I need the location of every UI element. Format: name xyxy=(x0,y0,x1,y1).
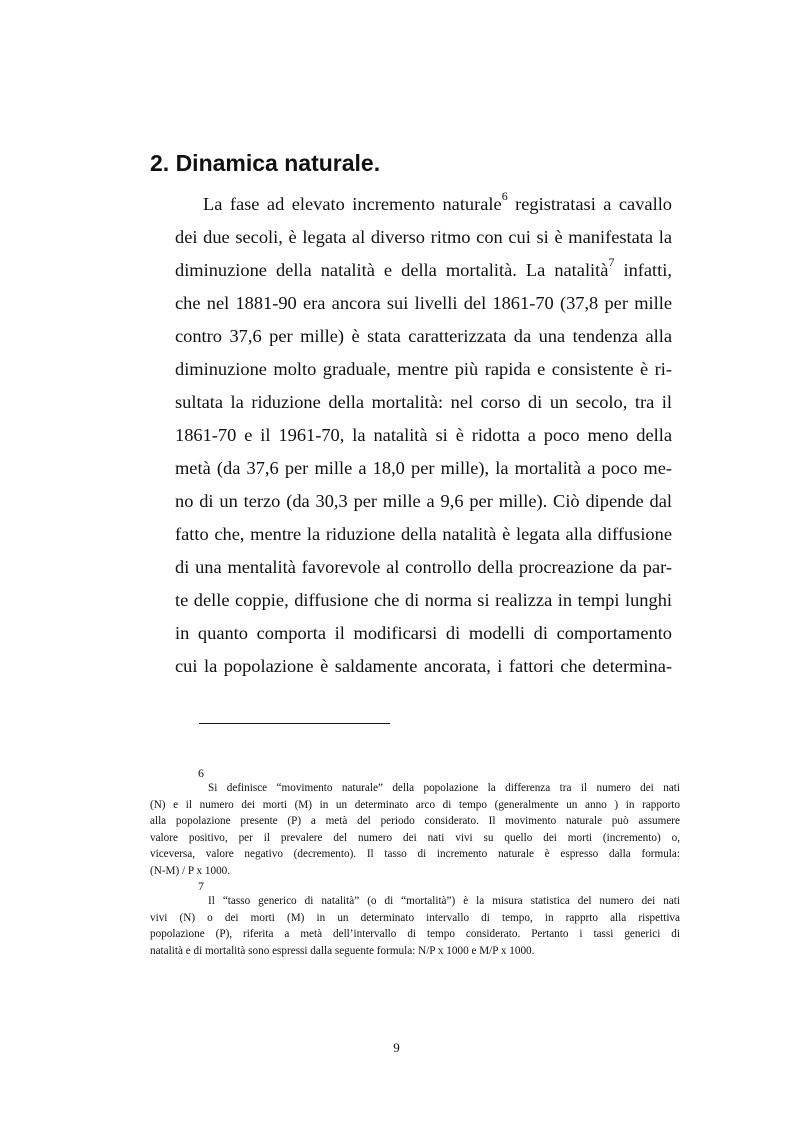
paragraph-line: sultata la riduzione della mortalità: nel corso di un secolo, tra il xyxy=(175,392,672,412)
paragraph-line xyxy=(175,188,672,221)
page-number: 9 xyxy=(393,1040,400,1055)
paragraph-line: fatto che, mentre la riduzione della natalità è legata alla diffusione xyxy=(175,524,672,544)
paragraph-line xyxy=(175,254,672,287)
paragraph-line: in quanto comporta il modificarsi di modelli di comportamento xyxy=(175,623,672,643)
footnote-6 xyxy=(150,766,680,879)
line-text: registratasi a cavallo xyxy=(507,194,672,214)
footnote-ref-7[interactable]: 7 xyxy=(608,254,615,269)
footnote-line: popolazione (P), riferita a metà dell’intervallo di tempo considerato. Pertanto i tassi generici di xyxy=(150,928,680,940)
paragraph-line: dei due secoli, è legata al diverso ritmo con cui si è manifestata la xyxy=(175,227,672,247)
paragraph-line: contro 37,6 per mille) è stata caratterizzata da una tendenza alla xyxy=(175,326,672,346)
paragraph-line: 1861-70 e il 1961-70, la natalità si è ridotta a poco meno della xyxy=(175,425,672,445)
paragraph-line: cui la popolazione è saldamente ancorata, i fattori che determina- xyxy=(175,656,672,676)
line-text: diminuzione della natalità e della mortalità. La natalità xyxy=(175,260,609,280)
footnote-separator xyxy=(199,723,390,724)
paragraph-line: diminuzione molto graduale, mentre più rapida e consistente è ri- xyxy=(175,359,672,379)
footnote-line: valore positivo, per il prevalere del numero dei nati vivi su quello dei morti (incremento) o, xyxy=(150,831,680,844)
paragraph-line: che nel 1881-90 era ancora sui livelli del 1861-70 (37,8 per mille xyxy=(175,293,672,313)
paragraph-line: te delle coppie, diffusione che di norma si realizza in tempi lunghi xyxy=(175,590,672,610)
footnote-line: natalità e di mortalità sono espressi dalla seguente formula: N/P x 1000 e M/P x 1000. xyxy=(150,944,535,957)
footnote-ref-6[interactable]: 6 xyxy=(501,188,508,203)
line-text: La fase ad elevato incremento naturale xyxy=(203,194,502,214)
footnote-line: Si definisce “movimento naturale” della popolazione la differenza tra il numero dei nati xyxy=(208,782,680,794)
footnotes xyxy=(150,766,680,959)
paragraph-line: di una mentalità favorevole al controllo della procreazione da par- xyxy=(175,557,672,577)
footnote-line: (N-M) / P x 1000. xyxy=(150,864,231,877)
footnote-7 xyxy=(150,879,680,959)
footnote-line: viceversa, valore negativo (decremento). Il tasso di incremento naturale è espresso dalla formula: xyxy=(150,848,680,860)
paragraph-line: no di un terzo (da 30,3 per mille a 9,6 per mille). Ciò dipende dal xyxy=(175,491,672,511)
footnote-line: alla popolazione presente (P) a metà del periodo considerato. Il movimento naturale può assumere xyxy=(150,815,680,827)
footnote-marker: 7 xyxy=(198,879,204,893)
paragraph-line: metà (da 37,6 per mille a 18,0 per mille), la mortalità a poco me- xyxy=(175,458,672,478)
footnote-marker: 6 xyxy=(198,766,204,780)
footnote-line: Il “tasso generico di natalità” (o di “mortalità”) è la misura statistica del numero dei nati xyxy=(208,895,680,907)
footnote-line: (N) e il numero dei morti (M) in un determinato arco di tempo (generalmente un anno ) in rapporto xyxy=(150,798,680,811)
line-text: infatti, xyxy=(614,260,672,280)
footnote-line: vivi (N) o dei morti (M) in un determinato intervallo di tempo, in rapprto alla rispettiva xyxy=(150,911,680,924)
body-paragraph xyxy=(175,188,672,683)
section-heading: 2. Dinamica naturale. xyxy=(150,150,381,176)
